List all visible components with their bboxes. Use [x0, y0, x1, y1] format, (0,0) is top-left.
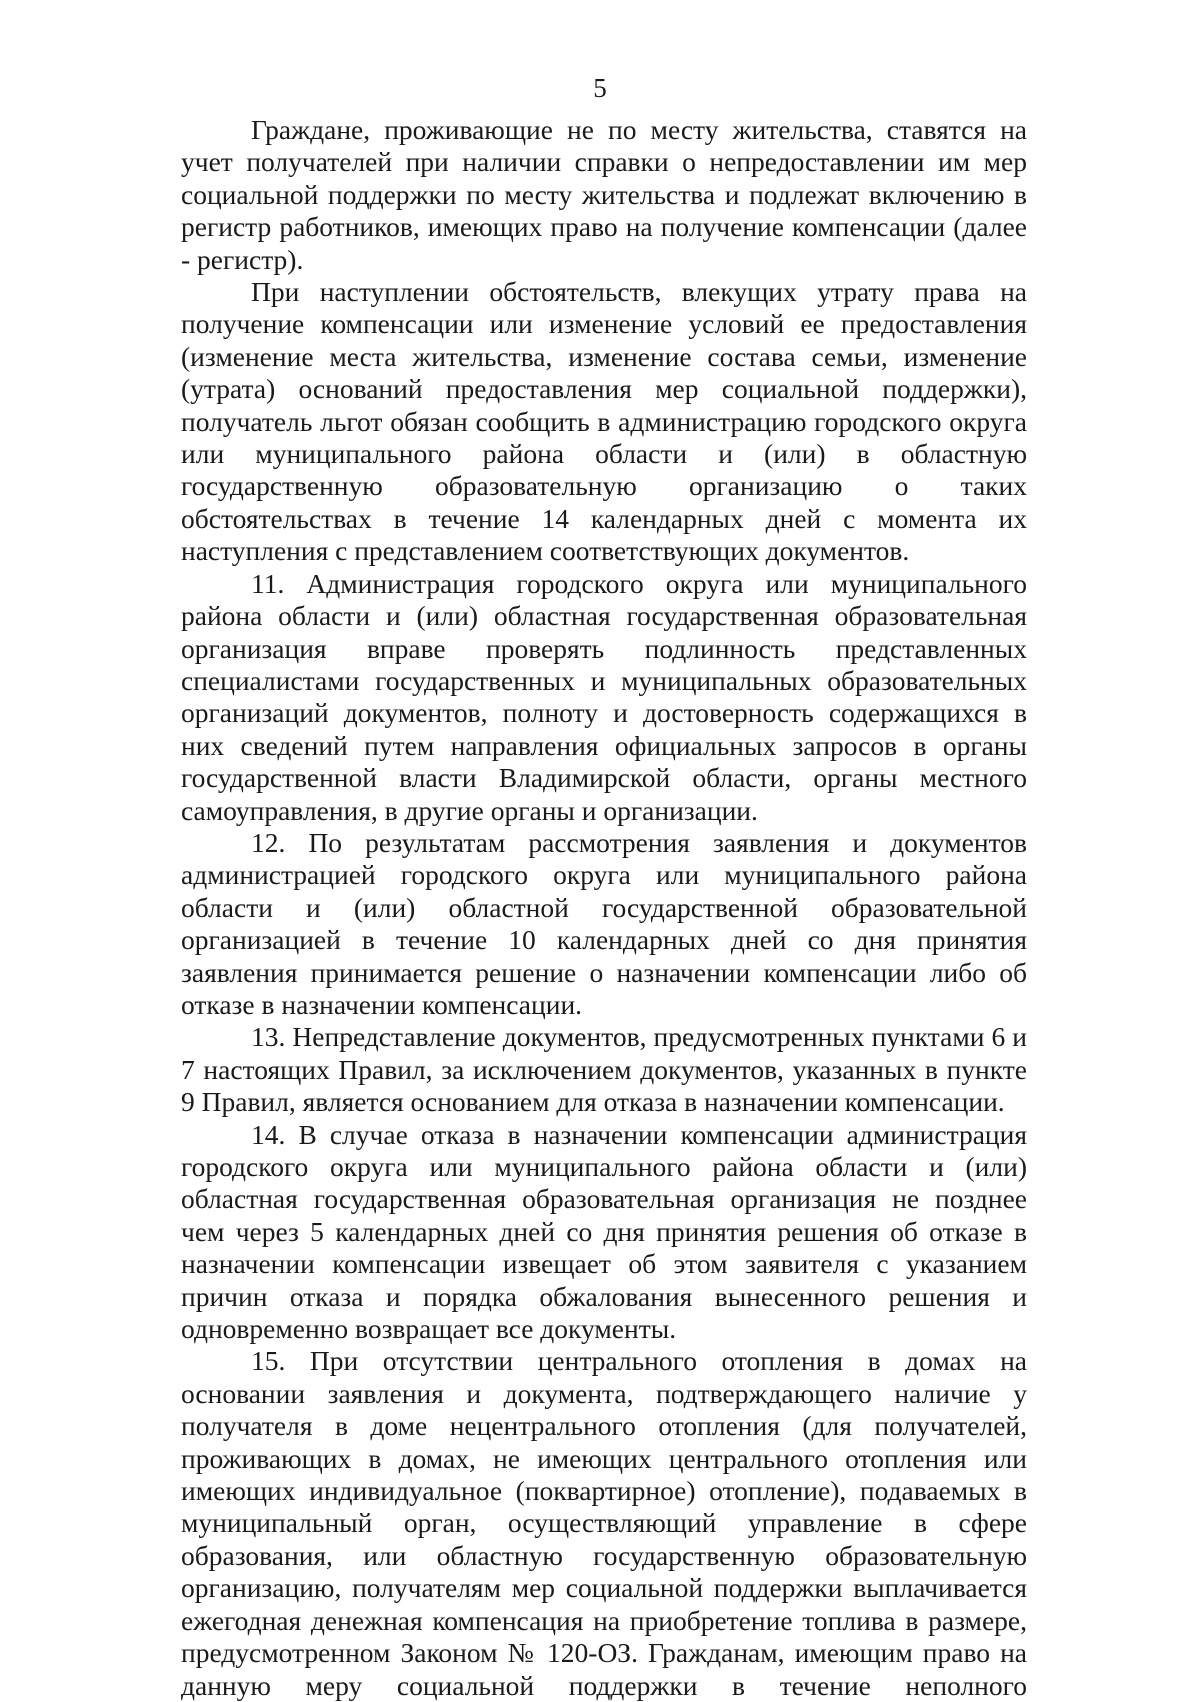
- paragraph: 12. По результатам рассмотрения заявления и документов администрацией городского округа или муниципального района области и (или) областной государственной образовательной организацией в течение 10 календарных дней со дня принятия заявления принимается решение о назначении компенсации либо об отказе в назначении компенсации.: [181, 826, 1027, 1020]
- paragraph: 13. Непредставление документов, предусмотренных пунктами 6 и 7 настоящих Правил, за исключением документов, указанных в пункте 9 Правил, является основанием для отказа в назначении компенсации.: [181, 1021, 1027, 1118]
- page-number: 5: [593, 73, 607, 103]
- paragraph: 11. Администрация городского округа или муниципального района области и (или) областная государственная образовательная организация вправе проверять подлинность представленных специалистами государственных и муниципальных образовательных организаций документов, полноту и достоверность содержащихся в них сведений путем направления официальных запросов в органы государственной власти Владимирской области, органы местного самоуправления, в другие органы и организации.: [181, 567, 1027, 826]
- paragraph: При наступлении обстоятельств, влекущих утрату права на получение компенсации или изменение условий ее предоставления (изменение места жительства, изменение состава семьи, изменение (утрата) оснований предоставления мер социальной поддержки), получатель льгот обязан сообщить в администрацию городского округа или муниципального района области и (или) в областную государственную образовательную организацию о таких обстоятельствах в течение 14 календарных дней с момента их наступления с представлением соответствующих документов.: [181, 276, 1027, 567]
- paragraph: 14. В случае отказа в назначении компенсации администрация городского округа или муниципального района области и (или) областная государственная образовательная организация не позднее чем через 5 календарных дней со дня принятия решения об отказе в назначении компенсации извещает об этом заявителя с указанием причин отказа и порядка обжалования вынесенного решения и одновременно возвращает все документы.: [181, 1118, 1027, 1345]
- document-body: [181, 114, 1027, 1702]
- paragraph: 15. При отсутствии центрального отопления в домах на основании заявления и документа, подтверждающего наличие у получателя в доме нецентрального отопления (для получателей, проживающих в домах, не имеющих центрального отопления или имеющих индивидуальное (поквартирное) отопление), подаваемых в муниципальный орган, осуществляющий управление в сфере образования, или областную государственную образовательную организацию, получателям мер социальной поддержки выплачивается ежегодная денежная компенсация на приобретение топлива в размере, предусмотренном Законом № 120-ОЗ. Гражданам, имеющим право на данную меру социальной поддержки в течение неполного: [181, 1345, 1027, 1701]
- paragraph: Граждане, проживающие не по месту жительства, ставятся на учет получателей при наличии справки о непредоставлении им мер социальной поддержки по месту жительства и подлежат включению в регистр работников, имеющих право на получение компенсации (далее - регистр).: [181, 114, 1027, 275]
